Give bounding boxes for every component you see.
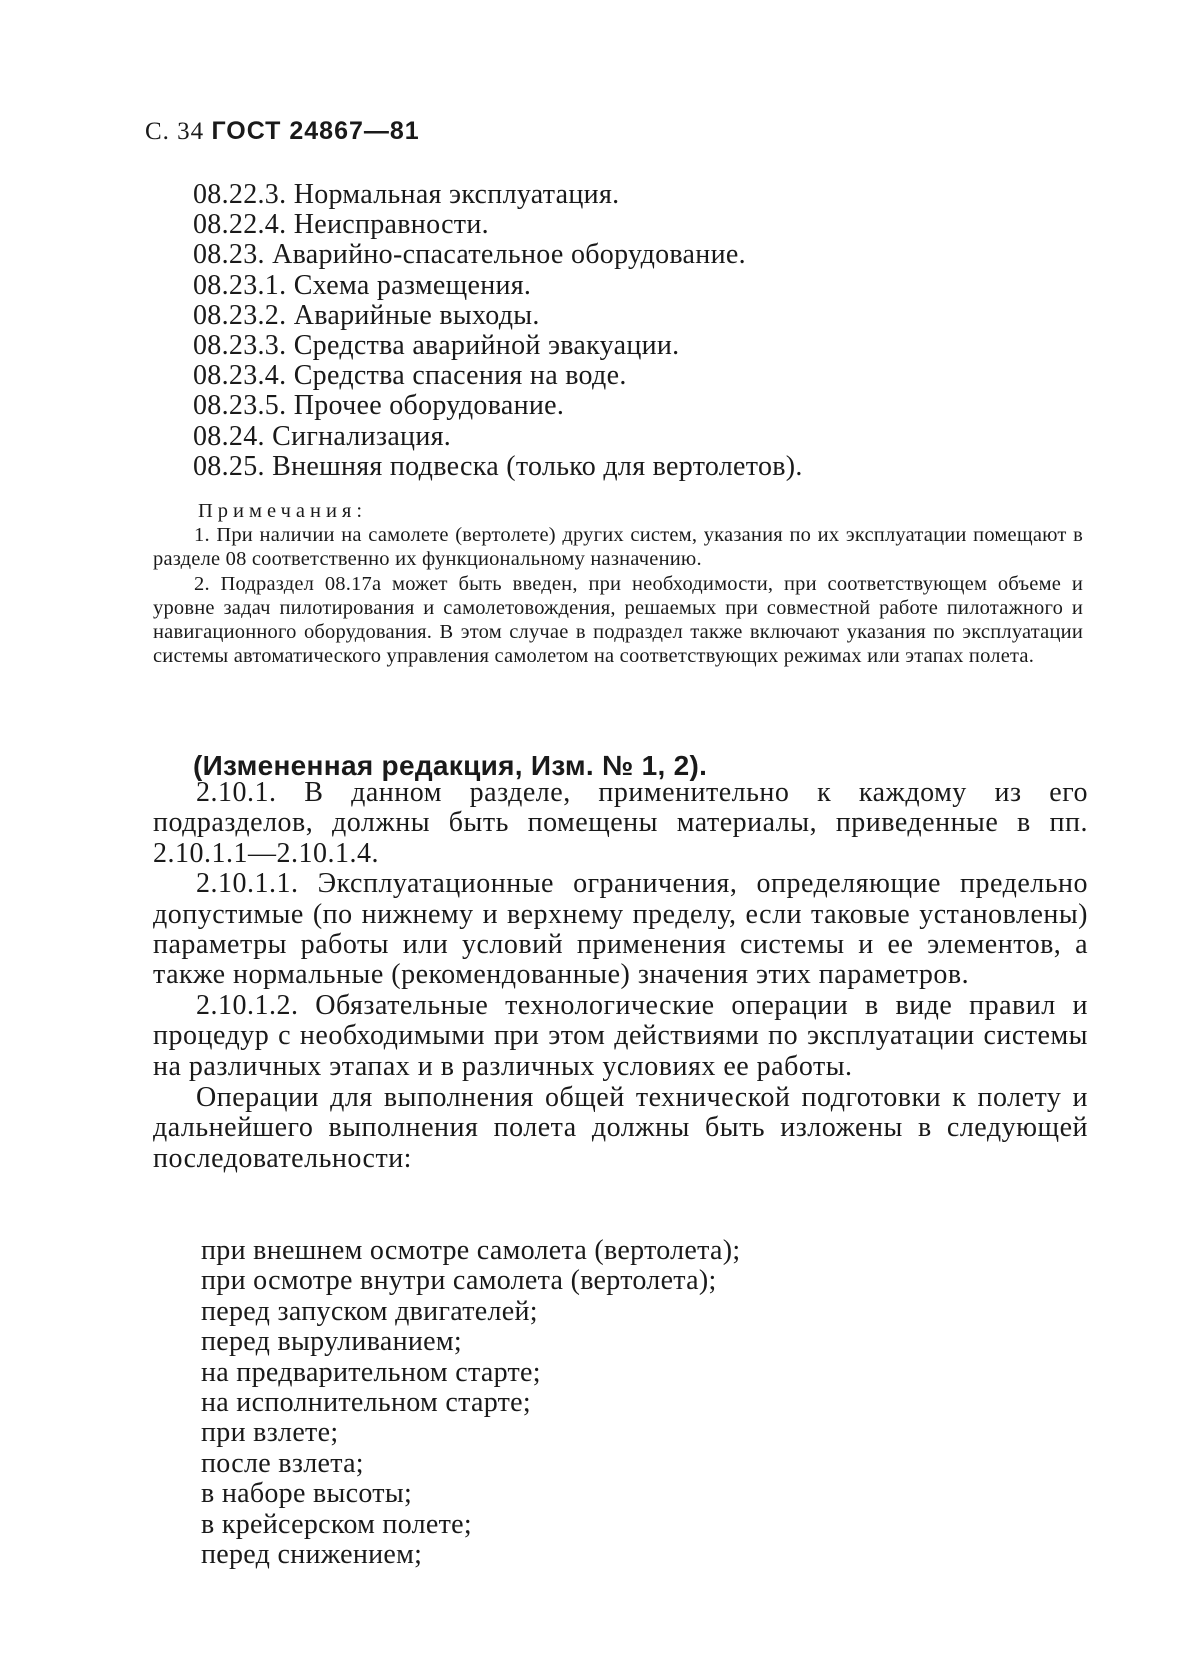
sequence-item: в крейсерском полете; (201, 1508, 472, 1540)
paragraph: 2.10.1.1. Эксплуатационные ограничения, определяющие предельно допустимые (по нижнему и верхнему пределу, если таковые установлены) параметры работы или условий применения системы и ее элементов, а также нормальные (рекомендованные) значения этих параметров. (153, 868, 1088, 991)
contents-item: 08.22.3. Нормальная эксплуатация. (193, 179, 620, 210)
sequence-item: при осмотре внутри самолета (вертолета); (201, 1265, 717, 1297)
notes-block (153, 499, 1083, 668)
sequence-item: перед выруливанием; (201, 1326, 462, 1358)
paragraph: 2.10.1.2. Обязательные технологические операции в виде правил и процедур с необходимыми при этом действиями по эксплуатации системы на различных этапах и в различных условиях ее работы. (153, 989, 1088, 1082)
revision-note: (Измененная редакция, Изм. № 1, 2). (193, 750, 708, 781)
contents-item: 08.24. Сигнализация. (193, 420, 452, 452)
contents-item: 08.23.5. Прочее оборудование. (193, 390, 565, 422)
sequence-item: при внешнем осмотре самолета (вертолета); (201, 1235, 741, 1266)
contents-item: 08.23.3. Средства аварийной эвакуации. (193, 329, 680, 361)
contents-item: 08.23.2. Аварийные выходы. (193, 299, 540, 331)
sequence-item: перед снижением; (201, 1538, 423, 1570)
sequence-item: на исполнительном старте; (201, 1386, 531, 1418)
sequence-item: при взлете; (201, 1417, 339, 1449)
contents-list (193, 180, 1093, 482)
sequence-item: перед запуском двигателей; (201, 1295, 538, 1327)
note-item: 2. Подраздел 08.17а может быть введен, при необходимости, при соответствующем объеме и уровне задач пилотирования и самолетовождения, решаемых при совместной работе пилотажного и навигационного оборудования. В этом случае в подраздел также включают указания по эксплуатации системы автоматического управления самолетом на соответствующих режимах или этапах полета. (153, 572, 1083, 668)
sequence-item: после взлета; (201, 1447, 364, 1479)
contents-item: 08.23. Аварийно-спасательное оборудование. (193, 239, 746, 271)
contents-item: 08.25. Внешняя подвеска (только для вертолетов). (193, 450, 803, 482)
note-item: 1. При наличии на самолете (вертолете) других систем, указания по их эксплуатации помещают в разделе 08 соответственно их функциональному назначению. (153, 524, 1083, 571)
sequence-item: в наборе высоты; (201, 1478, 413, 1510)
notes-title: Примечания: (198, 500, 368, 522)
page-number: С. 34 (145, 118, 205, 145)
paragraph: Операции для выполнения общей технической подготовки к полету и дальнейшего выполнения полета должны быть изложены в следующей последовательности: (153, 1082, 1088, 1174)
page-header (145, 117, 420, 146)
contents-item: 08.23.4. Средства спасения на воде. (193, 360, 627, 392)
sequence-list (201, 1236, 740, 1570)
contents-item: 08.23.1. Схема размещения. (193, 269, 532, 301)
paragraph: 2.10.1. В данном разделе, применительно к каждому из его подразделов, должны быть помещены материалы, приведенные в пп. 2.10.1.1—2.10.1.4. (153, 777, 1088, 869)
standard-number: ГОСТ 24867—81 (211, 117, 420, 145)
body-text (153, 778, 1088, 1174)
contents-item: 08.22.4. Неисправности. (193, 209, 489, 241)
sequence-item: на предварительном старте; (201, 1356, 541, 1388)
